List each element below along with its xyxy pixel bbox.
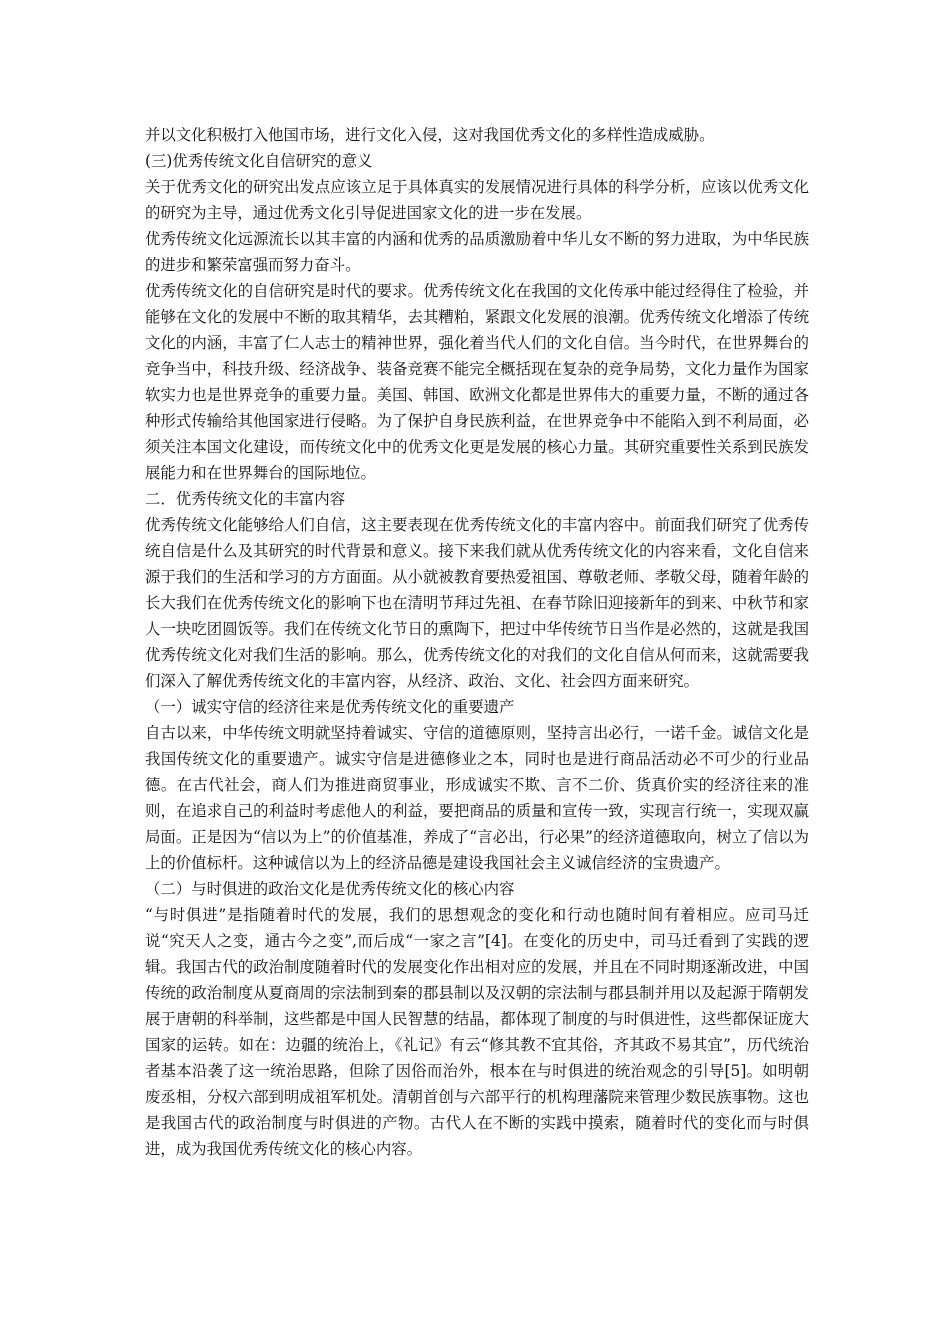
- document-body: [145, 122, 809, 1162]
- section-heading-significance: (三)优秀传统文化自信研究的意义: [145, 152, 373, 170]
- paragraph: 优秀传统文化远源流长以其丰富的内涵和优秀的品质激励着中华儿女不断的努力进取，为中华民族的进步和繁荣富强而努力奋斗。: [145, 230, 809, 274]
- paragraph: “与时俱进”是指随着时代的发展，我们的思想观念的变化和行动也随时间有着相应。应司马迁说“究天人之变，通古今之变”,而后成“一家之言”[4]。在变化的历史中，司马迁看到了实践的逻辑。我国古代的政治制度随着时代的发展变化作出相对应的发展，并且在不同时期逐渐改进，中国传统的政治制度从夏商周的宗法制到秦的郡县制以及汉朝的宗法制与郡县制并用以及起源于隋朝发展于唐朝的科举制，这些都是中国人民智慧的结晶，都体现了制度的与时俱进性，这些都保证庞大国家的运转。如在：边疆的统治上，《礼记》有云“修其教不宜其俗，齐其政不易其宜”，历代统治者基本沿袭了这一统治思路，但除了因俗而治外，根本在与时俱进的统治观念的引导[5]。如明朝废丞相，分权六部到明成祖军机处。清朝首创与六部平行的机构理藩院来管理少数民族事物。这也是我国古代的政治制度与时俱进的产物。古代人在不断的实践中摸索，随着时代的变化而与时俱进，成为我国优秀传统文化的核心内容。: [145, 906, 809, 1158]
- paragraph: 关于优秀文化的研究出发点应该立足于具体真实的发展情况进行具体的科学分析，应该以优秀文化的研究为主导，通过优秀文化引导促进国家文化的进一步在发展。: [145, 178, 809, 222]
- section-heading-politics: （二）与时俱进的政治文化是优秀传统文化的核心内容: [145, 880, 515, 898]
- paragraph-continuation: 并以文化积极打入他国市场，进行文化入侵，这对我国优秀文化的多样性造成威胁。: [145, 126, 715, 144]
- chapter-heading-rich-content: 二．优秀传统文化的丰富内容: [145, 490, 346, 508]
- paragraph: 优秀传统文化的自信研究是时代的要求。优秀传统文化在我国的文化传承中能过经得住了检验，并能够在文化的发展中不断的取其精华，去其糟粕，紧跟文化发展的浪潮。优秀传统文化增添了传统文化的内涵，丰富了仁人志士的精神世界，强化着当代人们的文化自信。当今时代，在世界舞台的竞争当中，科技升级、经济战争、装备竞赛不能完全概括现在复杂的竞争局势，文化力量作为国家软实力也是世界竞争的重要力量。美国、韩国、欧洲文化都是世界伟大的重要力量，不断的通过各种形式传输给其他国家进行侵略。为了保护自身民族利益，在世界竞争中不能陷入到不利局面，必须关注本国文化建设，而传统文化中的优秀文化更是发展的核心力量。其研究重要性关系到民族发展能力和在世界舞台的国际地位。: [145, 282, 809, 482]
- section-heading-honesty: （一）诚实守信的经济往来是优秀传统文化的重要遗产: [145, 698, 515, 716]
- paragraph: 自古以来，中华传统文明就坚持着诚实、守信的道德原则，坚持言出必行，一诺千金。诚信文化是我国传统文化的重要遗产。诚实守信是进德修业之本，同时也是进行商品活动必不可少的行业品德。在古代社会，商人们为推进商贸事业，形成诚实不欺、言不二价、货真价实的经济往来的准则，在追求自己的利益时考虑他人的利益，要把商品的质量和宣传一致，实现言行统一，实现双赢局面。正是因为“信以为上”的价值基准，养成了“言必出，行必果”的经济道德取向，树立了信以为上的价值标杆。这种诚信以为上的经济品德是建设我国社会主义诚信经济的宝贵遗产。: [145, 724, 809, 872]
- paragraph: 优秀传统文化能够给人们自信，这主要表现在优秀传统文化的丰富内容中。前面我们研究了优秀传统自信是什么及其研究的时代背景和意义。接下来我们就从优秀传统文化的内容来看，文化自信来源于我们的生活和学习的方方面面。从小就被教育要热爱祖国、尊敬老师、孝敬父母，随着年龄的长大我们在优秀传统文化的影响下也在清明节拜过先祖、在春节除旧迎接新年的到来、中秋节和家人一块吃团圆饭等。我们在传统文化节日的熏陶下，把过中华传统节日当作是必然的，这就是我国优秀传统文化对我们生活的影响。那么，优秀传统文化的对我们的文化自信从何而来，这就需要我们深入了解优秀传统文化的丰富内容，从经济、政治、文化、社会四方面来研究。: [145, 516, 809, 690]
